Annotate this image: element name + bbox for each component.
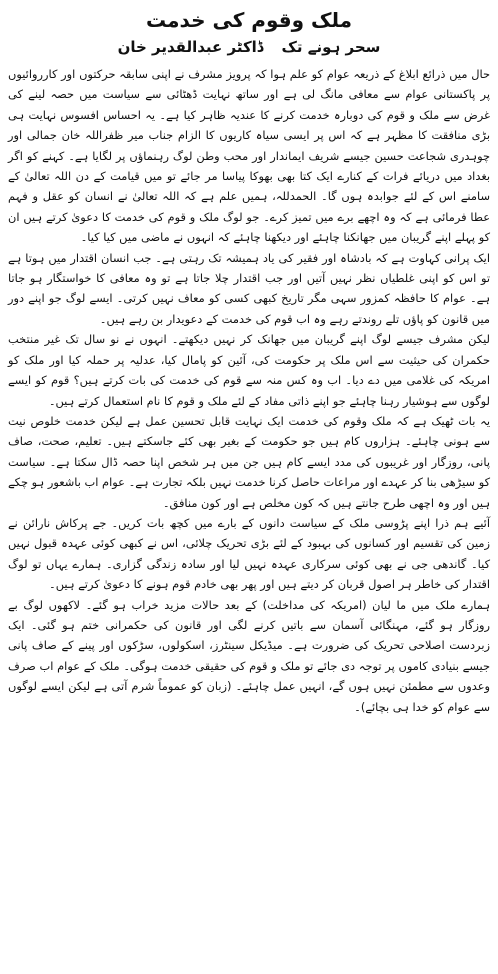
column-series-label: سحر ہونے تک	[281, 38, 381, 56]
column-title: ملک وقوم کی خدمت	[145, 8, 353, 32]
paragraph-5: آئیے ہم ذرا اپنے پڑوسی ملک کے سیاست دانوں کے بارے میں کچھ بات کریں۔ جے پرکاش نارائن نے زمین کی تقسیم اور کسانوں کی بہبود کے لئے بڑی تحریک چلائی، اس نے کبھی کوئی عہدہ قبول نہیں کیا۔ گاندھی جی نے بھی کوئی سرکاری عہدہ نہیں لیا اور سادہ زندگی گزاری۔ ہمارے یہاں تو لوگ اقتدار کی خاطر ہر اصول قربان کر دیتے ہیں اور پھر بھی خادم قوم ہونے کا دعویٰ کرتے ہیں۔	[8, 515, 490, 592]
paragraph-3: لیکن مشرف جیسے لوگ اپنے گریبان میں جھانک کر نہیں دیکھتے۔ انہوں نے نو سال تک غیر منتخب حکمران کی حیثیت سے اس ملک پر حکومت کی، آئین کو پامال کیا، عدلیہ پر حملہ کیا اور ملک کو امریکہ کی غلامی میں دے دیا۔ اب وہ کس منہ سے قوم کی خدمت کی بات کرتے ہیں؟ قوم کو ایسے لوگوں سے ہوشیار رہنا چاہئے جو اپنے ذاتی مفاد کے لئے ملک و قوم کا نام استعمال کرتے ہیں۔	[8, 332, 490, 408]
byline	[8, 36, 490, 58]
paragraph-1: حال میں ذرائع ابلاغ کے ذریعہ عوام کو علم ہوا کہ پرویز مشرف نے اپنی سابقہ حرکتوں اور کارروائیوں پر پاکستانی عوام سے معافی مانگ لی ہے اور ساتھ نہایت ڈھٹائی سے سیاست میں حصہ لینے کی غرض سے ملک و قوم کی دوبارہ خدمت کرنے کا عندیہ ظاہر کیا ہے۔ یہ احساس افسوس نہایت ہی بڑی منافقت کا مظہر ہے کہ اس پر ایسی سیاہ کاریوں کا الزام جناب میر ظفراللہ خان جمالی اور چوہدری شجاعت حسین جیسے شریف ایماندار اور محب وطن لوگ رہنماؤں پر لگایا ہے۔ کہنے کو اگر بغداد میں دریائے فرات کے کنارے ایک کتا بھی بھوکا پیاسا مر جائے تو میں قیامت کے دن اللہ تعالیٰ کے سامنے اس کے لئے جوابدہ ہوں گا۔ الحمدللہ، ہمیں علم ہے کہ اللہ تعالیٰ نے انسان کو عقل و فہم عطا فرمائی ہے کہ وہ اچھے برے میں تمیز کرے۔ جو لوگ ملک و قوم کی خدمت کا دعویٰ کرتے ہیں ان کو پہلے اپنے گریبان میں جھانکنا چاہئے اور دیکھنا چاہئے کہ انہوں نے ماضی میں کیا کیا۔	[8, 67, 490, 245]
paragraph-6: ہمارے ملک میں ما لیان (امریکہ کی مداخلت) کے بعد حالات مزید خراب ہو گئے۔ لاکھوں لوگ بے روزگار ہو گئے، مہنگائی آسمان سے باتیں کرنے لگی اور قانون کی حکمرانی ختم ہو گئی۔ ایک زبردست اصلاحی تحریک کی ضرورت ہے۔ میڈیکل سینٹرز، اسکولوں، سڑکوں اور پینے کے صاف پانی جیسے بنیادی کاموں پر توجہ دی جائے تو ملک و قوم کی حقیقی خدمت ہوگی۔ ملک کے عوام اب صرف وعدوں سے مطمئن نہیں ہوں گے، انہیں عمل چاہئے۔ (زبان کو عموماً شرم آتی ہے لیکن ایسے لوگوں سے عوام کو خدا ہی بچائے)۔	[8, 597, 490, 714]
author-name: ڈاکٹر عبدالقدیر خان	[117, 38, 264, 56]
paragraph-4: یہ بات ٹھیک ہے کہ ملک وقوم کی خدمت ایک نہایت قابل تحسین عمل ہے لیکن خدمت خلوص نیت سے ہونی چاہئے۔ ہزاروں کام ہیں جو حکومت کے بغیر بھی کئے جاسکتے ہیں۔ تعلیم، صحت، صاف پانی، روزگار اور غریبوں کی مدد ایسے کام ہیں جن میں ہر شخص اپنا حصہ ڈال سکتا ہے۔ سیاست کو سیڑھی بنا کر عہدے اور مراعات حاصل کرنا خدمت نہیں بلکہ تجارت ہے۔ عوام اب باشعور ہو چکے ہیں اور وہ اچھی طرح جانتے ہیں کہ کون مخلص ہے اور کون منافق۔	[8, 413, 490, 510]
article-body	[8, 64, 490, 717]
paragraph-2: ایک پرانی کہاوت ہے کہ بادشاہ اور فقیر کی یاد ہمیشہ تک رہتی ہے۔ جب انسان اقتدار میں ہوتا ہے تو اس کو اپنی غلطیاں نظر نہیں آتیں اور جب اقتدار چلا جاتا ہے تو وہ معافی کا خواستگار ہو جاتا ہے۔ عوام کا حافظہ کمزور سہی مگر تاریخ کبھی کسی کو معاف نہیں کرتی۔ ایسے لوگ جو اپنے دور میں قانون کو پاؤں تلے روندتے رہے وہ اب قوم کی خدمت کے دعویدار بن رہے ہیں۔	[8, 250, 490, 326]
